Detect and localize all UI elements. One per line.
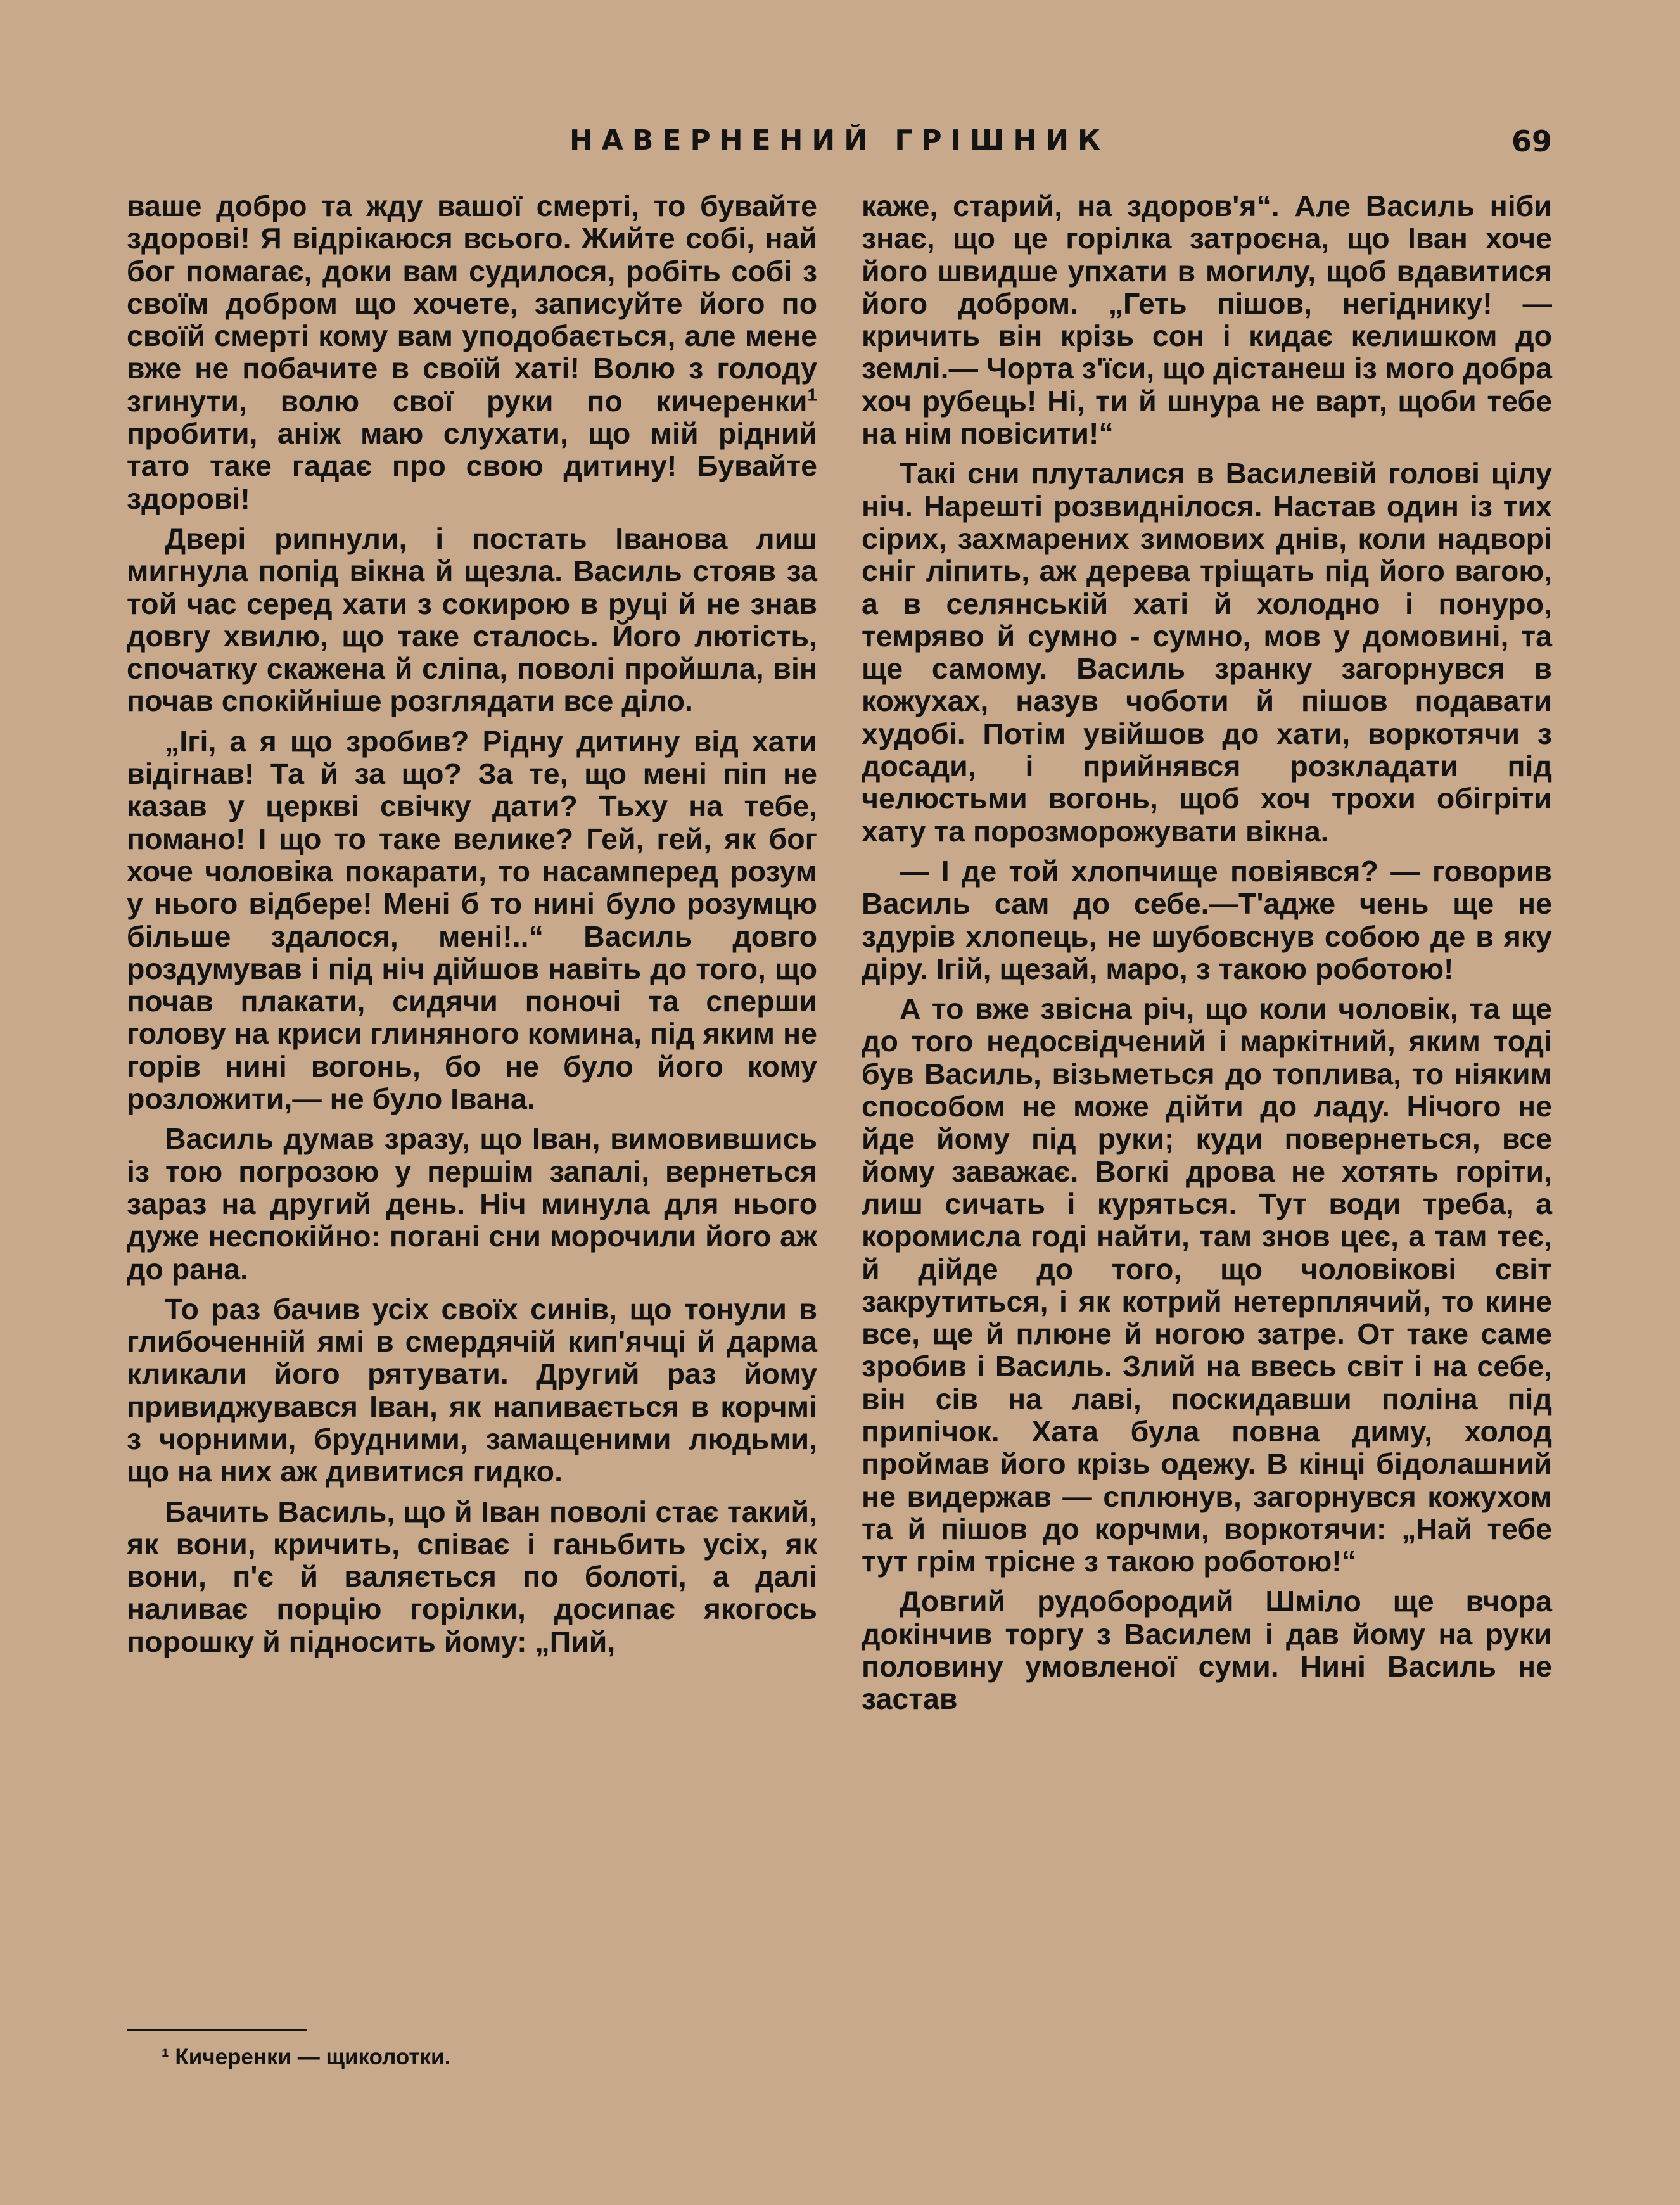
paragraph: То раз бачив усіх своїх синів, що тонули в глибоченній ямі в смердячій кип'ячці й дарма кликали його рятувати. Другий раз йому привиджувався Іван, як напивається в корчмі з чорними, брудними, замащеними людьми, що на них аж дивитися гидко. (127, 1292, 817, 1488)
page-number: 69 (1511, 124, 1552, 158)
paragraph: Бачить Василь, що й Іван поволі стає такий, як вони, кричить, співає і ганьбить усіх, як вони, п'є й валяється по болоті, а далі наливає порцію горілки, досипає якогось порошку й підносить йому: „Пий, (127, 1495, 817, 1658)
paragraph: каже, старий, на здоров'я“. Але Василь ніби знає, що це горілка затроєна, що Іван хоче його швидше упхати в могилу, щоб вдавитися його добром. „Геть пішов, негіднику! — кричить він крізь сон і кидає келишком до землі.— Чорта з'їси, що дістанеш із мого добра хоч рубець! Ні, ти й шнура не варт, щоби тебе на нім повісити!“ (862, 189, 1552, 451)
right-column (862, 190, 1552, 1723)
paragraph-continuation: пробити, аніж маю слухати, що мій рідний тато таке гадає про свою дитину! Бувайте здорові! (127, 417, 817, 515)
left-column (127, 190, 817, 1666)
footnote-marker: 1 (807, 385, 817, 405)
paragraph: „Ігі, а я що зробив? Рідну дитину від хати відігнав! Та й за що? За те, що мені піп не казав у церкві свічку дати? Тьху на тебе, помано! І що то таке велике? Гей, гей, як бог хоче чоловіка покарати, то насамперед розум у нього відбере! Мені б то нині було розумцю більше здалося, мені!..“ Василь довго роздумував і під ніч дійшов навіть до того, що почав плакати, сидячи поночі та сперши голову на криси глиняного комина, під яким не горів нині вогонь, бо не було його кому розложити,— не було Івана. (127, 724, 817, 1116)
footnote-divider (127, 2029, 307, 2031)
running-title: НАВЕРНЕНИЙ ГРІШНИК (569, 124, 1109, 157)
paragraph: Довгий рудобородий Шміло ще вчора докінчив торгу з Василем і дав йому на руки половину умовленої суми. Нині Василь не застав (862, 1585, 1552, 1716)
paragraph (127, 190, 817, 515)
paragraph: Двері рипнули, і постать Іванова лиш мигнула попід вікна й щезла. Василь стояв за той час серед хати з сокирою в руці й не знав довгу хвилю, що таке сталось. Його лютість, спочатку скажена й сліпа, поволі пройшла, він почав спокійніше розглядати все діло. (127, 521, 817, 718)
paragraph: Такі сни плуталися в Василевій голові цілу ніч. Нарешті розвиднілося. Настав один із тих сірих, захмарених зимових днів, коли надворі сніг ліпить, аж дерева тріщать під його вагою, а в селянській хаті й холодно і понуро, темряво й сумно - сумно, мов у домовині, та ще самому. Василь зранку загорнувся в кожухах, назув чоботи й пішов подавати худобі. Потім увійшов до хати, воркотячи з досади, і прийнявся розкладати під челюстьми вогонь, щоб хоч трохи обігріти хату та порозморожувати вікна. (862, 457, 1552, 848)
paragraph-text: ваше добро та жду вашої смерті, то бувайте здорові! Я відрікаюся всього. Жийте собі, най бог помагає, доки вам судилося, робіть собі з своїм добром що хочете, записуйте його по своїй смерті кому вам уподобається, але мене вже не побачите в своїй хаті! Волю з голоду згинути, волю свої руки по кичеренки (127, 189, 817, 418)
paragraph: — І де той хлопчище повіявся? — говорив Василь сам до себе.—Т'адже чень ще не здурів хлопець, не шубовснув собою де в яку діру. Ігій, щезай, маро, з такою роботою! (862, 854, 1552, 985)
page-header (127, 124, 1552, 169)
paragraph: А то вже звісна річ, що коли чоловік, та ще до того недосвідчений і маркітний, яким тоді був Василь, візьметься до топлива, то ніяким способом не може дійти до ладу. Нічого не йде йому під руки; куди повернеться, все йому заважає. Вогкі дрова не хотять горіти, лиш сичать і куряться. Тут води треба, а коромисла годі найти, там знов цеє, а там теє, й дійде до того, що чоловікові світ закрутиться, і як котрий нетерплячий, то кине все, ще й плюне й ногою затре. От таке саме зробив і Василь. Злий на ввесь світ і на себе, він сів на лаві, поскидавши поліна під припічок. Хата була повна диму, холод проймав його крізь одежу. В кінці бідолашний не видержав — сплюнув, загорнувся кожухом та й пішов до корчми, воркотячи: „Най тебе тут грім трісне з такою роботою!“ (862, 992, 1552, 1578)
paragraph: Василь думав зразу, що Іван, вимовившись із тою погрозою у першім запалі, вернеться зараз на другий день. Ніч минула для нього дуже неспокійно: погані сни морочили його аж до рана. (127, 1122, 817, 1286)
footnote: ¹ Кичеренки — щиколотки. (162, 2045, 451, 2069)
